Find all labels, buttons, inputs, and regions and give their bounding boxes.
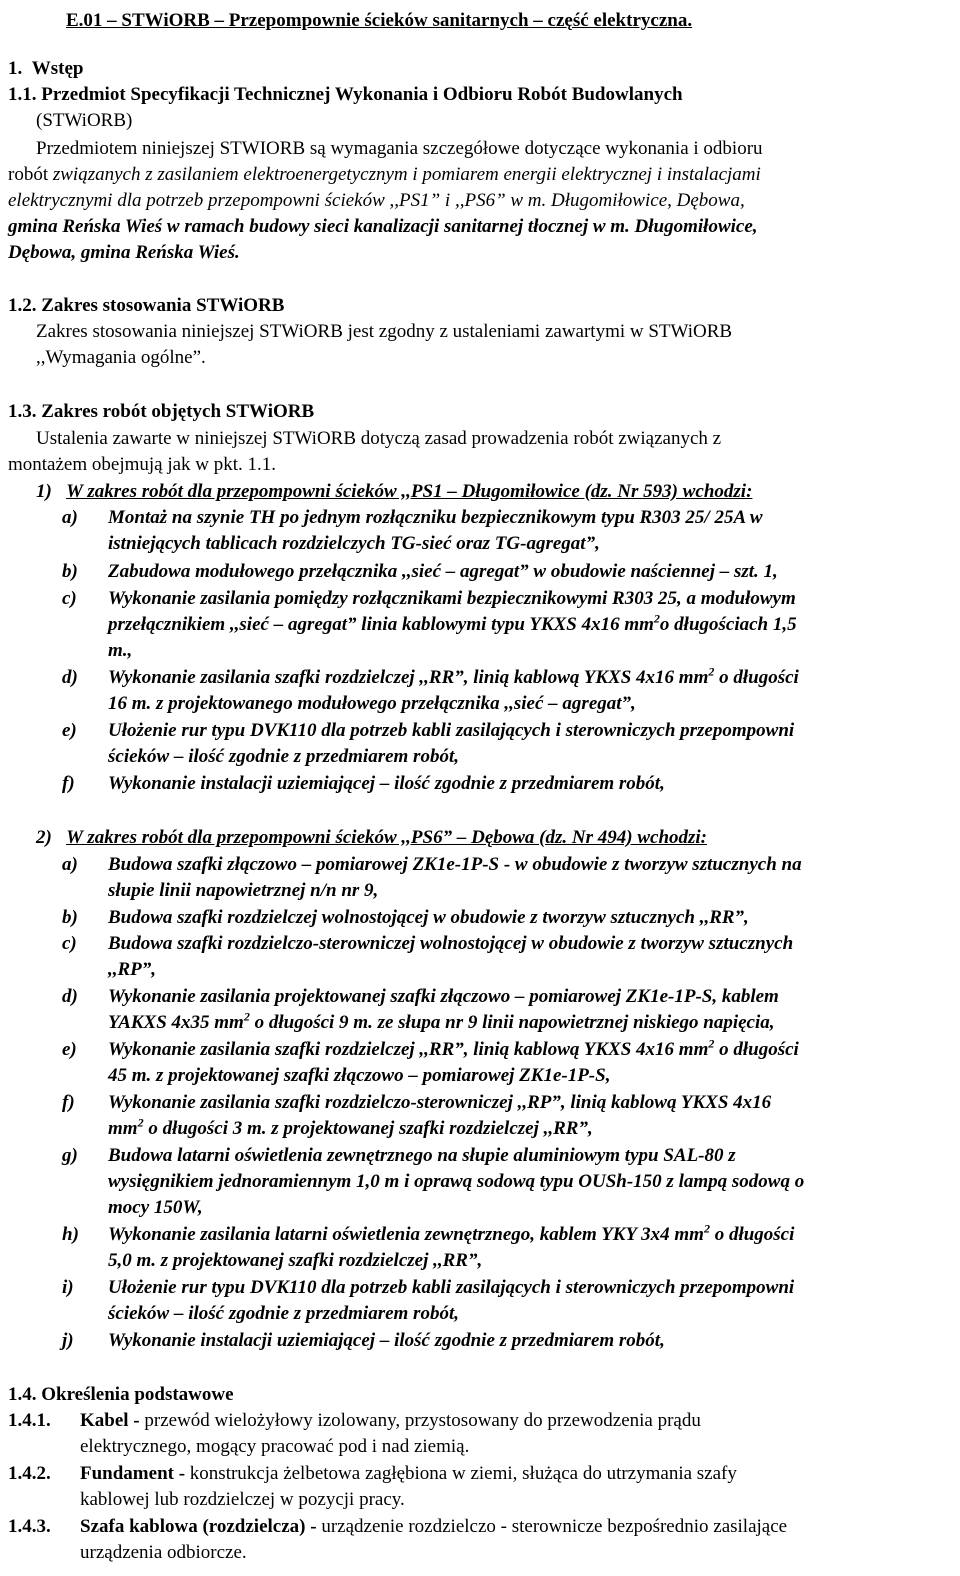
section-1-3-text: montażem obejmują jak w pkt. 1.1. — [8, 454, 277, 475]
section-1-1-text — [8, 164, 761, 186]
list-item-text: Budowa szafki rozdzielczo-sterowniczej wolnostojącej w obudowie z tworzyw sztucznych — [108, 933, 794, 954]
definition-term: Fundament - — [80, 1463, 186, 1484]
list-item-text — [108, 1009, 775, 1034]
list-item-label: b) — [62, 561, 78, 582]
text-fragment: o długościach 1,5 — [659, 614, 797, 635]
section-1-2-text: Zakres stosowania niniejszej STWiORB jest zgodny z ustaleniami zawartymi w STWiORB — [36, 321, 733, 342]
definition-body: urządzenie rozdzielczo - sterownicze bezpośrednio zasilające — [316, 1516, 788, 1537]
list-item-text: Wykonanie instalacji uziemiającej – ilość zgodnie z przedmiarem robót, — [108, 1330, 665, 1351]
list-item-text: Zabudowa modułowego przełącznika ,,sieć – agregat” w obudowie naściennej – szt. 1, — [108, 561, 778, 582]
list-2-title: W zakres robót dla przepompowni ścieków ,,PS6” – Dębowa (dz. Nr 494) wchodzi: — [66, 827, 708, 848]
text-fragment: przełącznikiem ,,sieć – agregat” linia kablowymi typu YKXS 4x16 mm — [108, 614, 654, 635]
list-2-heading — [36, 827, 707, 849]
list-item-label: e) — [62, 1039, 77, 1060]
section-1-1-text: gmina Reńska Wieś w ramach budowy sieci kanalizacji sanitarnej tłocznej w m. Długomiłowice, — [8, 216, 758, 237]
section-1-3-heading: 1.3. Zakres robót objętych STWiORB — [8, 401, 315, 422]
list-item-text: mocy 150W, — [108, 1197, 203, 1218]
definition-body: konstrukcja żelbetowa zagłębiona w ziemi, służąca do utrzymania szafy — [185, 1463, 737, 1484]
list-2-number: 2) — [36, 827, 52, 848]
definition-number: 1.4.3. — [8, 1516, 51, 1537]
list-item-text: 5,0 m. z projektowanej szafki rozdzielczej ,,RR”, — [108, 1250, 483, 1271]
section-1-heading — [8, 58, 83, 80]
list-item-label: a) — [62, 507, 78, 528]
definition-term: Kabel - — [80, 1410, 140, 1431]
list-item-label: a) — [62, 854, 78, 875]
list-item-label: f) — [62, 1092, 75, 1113]
superscript: 2 — [708, 664, 715, 679]
list-item-text: wysięgnikiem jednoramiennym 1,0 m i oprawą sodową typu OUSh-150 z lampą sodową o — [108, 1171, 805, 1192]
superscript: 2 — [703, 1221, 710, 1236]
definition-number: 1.4.1. — [8, 1410, 51, 1431]
section-1-1-heading-cont: (STWiORB) — [36, 110, 133, 131]
list-item-text: ścieków – ilość zgodnie z przedmiarem robót, — [108, 1303, 459, 1324]
section-1-3-text: Ustalenia zawarte w niniejszej STWiORB dotyczą zasad prowadzenia robót związanych z — [36, 428, 722, 449]
list-item-text: ,,RP”, — [108, 959, 157, 980]
section-1-1-text — [8, 190, 745, 212]
list-item-text: 16 m. z projektowanego modułowego przełącznika ,,sieć – agregat”, — [108, 693, 636, 714]
text-fragment: o długości 9 m. ze słupa nr 9 linii napowietrznej niskiego napięcia, — [249, 1012, 775, 1033]
superscript: 2 — [137, 1115, 144, 1130]
superscript: 2 — [708, 1036, 715, 1051]
definition-body: kablowej lub rozdzielczej w pozycji pracy. — [80, 1489, 405, 1510]
text-fragment: Wykonanie zasilania szafki rozdzielczej ,,RR”, linią kablową YKXS 4x16 mm — [108, 1039, 709, 1060]
list-item-text: Budowa szafki złączowo – pomiarowej ZK1e-1P-S - w obudowie z tworzyw sztucznych na — [108, 854, 802, 875]
list-item-label: f) — [62, 773, 75, 794]
text-fragment: elektrycznymi dla potrzeb przepompowni ścieków ,,PS1” i ,,PS6” w m. Długomiłowice, Dębowa, — [8, 190, 745, 211]
list-item-text — [108, 664, 799, 689]
list-item-label: c) — [62, 588, 77, 609]
list-item-label: j) — [62, 1330, 74, 1351]
list-item-text: 45 m. z projektowanej szafki złączowo – pomiarowej ZK1e-1P-S, — [108, 1065, 611, 1086]
list-item-text — [108, 611, 797, 636]
list-1-heading — [36, 481, 752, 503]
superscript: 2 — [653, 611, 660, 626]
list-1-number: 1) — [36, 481, 52, 502]
section-1-1-text: Przedmiotem niniejszej STWIORB są wymagania szczegółowe dotyczące wykonania i odbioru — [36, 138, 763, 159]
definition-text — [80, 1410, 701, 1432]
list-item-text: Wykonanie zasilania projektowanej szafki złączowo – pomiarowej ZK1e-1P-S, kablem — [108, 986, 779, 1007]
list-item-text: słupie linii napowietrznej n/n nr 9, — [108, 880, 379, 901]
section-1-number: 1. — [8, 58, 23, 79]
definition-text — [80, 1516, 787, 1538]
list-item-label: i) — [62, 1277, 74, 1298]
list-1-title: W zakres robót dla przepompowni ścieków ,,PS1 – Długomiłowice (dz. Nr 593) wchodzi: — [66, 481, 753, 502]
document-title: E.01 – STWiORB – Przepompownie ścieków sanitarnych – część elektryczna. — [66, 10, 693, 31]
list-item-text: Wykonanie instalacji uziemiającej – ilość zgodnie z przedmiarem robót, — [108, 773, 665, 794]
list-item-text — [108, 1036, 799, 1061]
list-item-label: e) — [62, 720, 77, 741]
list-item-label: d) — [62, 986, 78, 1007]
list-item-label: g) — [62, 1145, 78, 1166]
list-item-label: b) — [62, 907, 78, 928]
section-1-2-text: ,,Wymagania ogólne”. — [36, 347, 206, 368]
text-fragment: Wykonanie zasilania latarni oświetlenia zewnętrznego, kablem YKY 3x4 mm — [108, 1224, 704, 1245]
text-fragment: o długości — [714, 667, 799, 688]
list-item-text: Budowa szafki rozdzielczej wolnostojącej w obudowie z tworzyw sztucznych ,,RR”, — [108, 907, 749, 928]
list-item-text: istniejących tablicach rozdzielczych TG-sieć oraz TG-agregat”, — [108, 533, 600, 554]
definition-body: przewód wielożyłowy izolowany, przystosowany do przewodzenia prądu — [139, 1410, 701, 1431]
list-item-text: Wykonanie zasilania szafki rozdzielczo-sterowniczej ,,RP”, linią kablową YKXS 4x16 — [108, 1092, 772, 1113]
list-item-text: Budowa latarni oświetlenia zewnętrznego na słupie aluminiowym typu SAL-80 z — [108, 1145, 736, 1166]
list-item-text: Montaż na szynie TH po jednym rozłączniku bezpiecznikowym typu R303 25/ 25A w — [108, 507, 763, 528]
text-fragment: robót — [8, 164, 53, 185]
section-1-2-heading: 1.2. Zakres stosowania STWiORB — [8, 295, 285, 316]
section-1-title: Wstęp — [31, 58, 84, 79]
list-item-text — [108, 1221, 795, 1246]
superscript: 2 — [243, 1009, 250, 1024]
definition-body: urządzenia odbiorcze. — [80, 1542, 247, 1563]
list-item-label: d) — [62, 667, 78, 688]
text-fragment: o długości 3 m. z projektowanej szafki rozdzielczej ,,RR”, — [143, 1118, 593, 1139]
list-item-label: h) — [62, 1224, 79, 1245]
definition-body: elektrycznego, mogący pracować pod i nad ziemią. — [80, 1436, 470, 1457]
list-item-text: Ułożenie rur typu DVK110 dla potrzeb kabli zasilających i sterowniczych przepompowni — [108, 720, 795, 741]
definition-text — [80, 1463, 737, 1485]
list-item-text: Wykonanie zasilania pomiędzy rozłącznikami bezpiecznikowymi R303 25, a modułowym — [108, 588, 796, 609]
list-item-label: c) — [62, 933, 77, 954]
text-fragment: YAKXS 4x35 mm — [108, 1012, 244, 1033]
text-fragment: o długości — [709, 1224, 795, 1245]
section-1-1-text: Dębowa, gmina Reńska Wieś. — [8, 242, 240, 263]
text-fragment: związanych z zasilaniem elektroenergetycznym i pomiarem energii elektrycznej i instalacjami — [52, 164, 761, 185]
list-item-text: ścieków – ilość zgodnie z przedmiarem robót, — [108, 746, 459, 767]
text-fragment: mm — [108, 1118, 138, 1139]
list-item-text: Ułożenie rur typu DVK110 dla potrzeb kabli zasilających i sterowniczych przepompowni — [108, 1277, 795, 1298]
definition-term: Szafa kablowa (rozdzielcza) - — [80, 1516, 317, 1537]
section-1-1-heading: 1.1. Przedmiot Specyfikacji Technicznej Wykonania i Odbioru Robót Budowlanych — [8, 84, 683, 105]
list-item-text — [108, 1115, 593, 1140]
section-1-4-heading: 1.4. Określenia podstawowe — [8, 1384, 234, 1405]
text-fragment: Wykonanie zasilania szafki rozdzielczej ,,RR”, linią kablową YKXS 4x16 mm — [108, 667, 709, 688]
list-item-text: m., — [108, 640, 133, 661]
definition-number: 1.4.2. — [8, 1463, 51, 1484]
text-fragment: o długości — [714, 1039, 799, 1060]
